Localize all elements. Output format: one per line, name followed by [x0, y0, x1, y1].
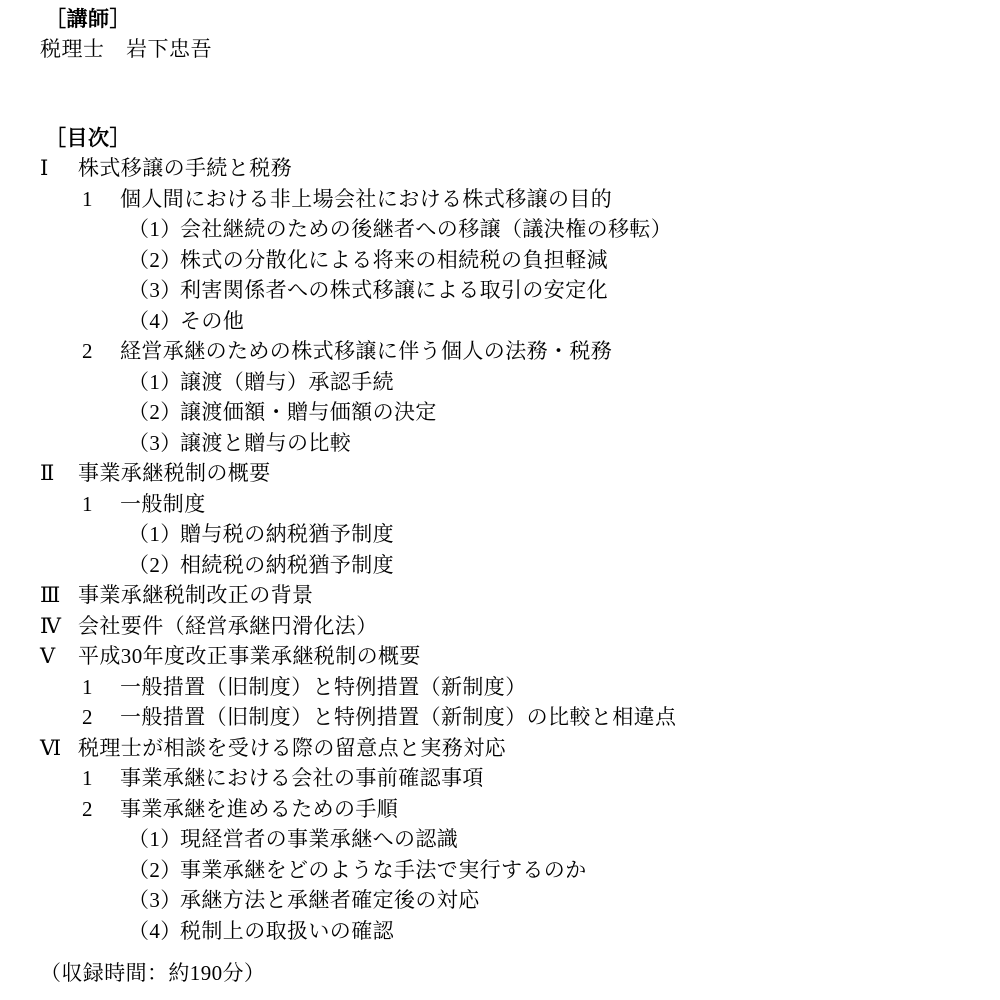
toc-entry-marker: （4） [128, 308, 182, 333]
toc-entry-marker: （2） [128, 400, 182, 424]
toc-entry-label: 譲渡（贈与）承認手続 [180, 369, 394, 394]
toc-entry [40, 245, 960, 276]
toc-entry-label: 現経営者の事業承継への認識 [180, 827, 459, 851]
instructor-name: 税理士 岩下忠吾 [40, 37, 212, 61]
toc-entry-marker: Ⅳ [40, 613, 62, 638]
runtime-note: （収録時間：約190分） [40, 961, 266, 985]
toc-entry-marker: 2 [82, 796, 93, 821]
toc-entry-marker: （3） [128, 430, 182, 455]
toc-entry [40, 428, 960, 459]
toc-entry-label: その他 [180, 308, 245, 333]
toc-entry-marker: （3） [128, 278, 182, 302]
toc-entry-label: 事業承継をどのような手法で実行するのか [180, 857, 587, 882]
toc-entry-label: 会社継続のための後継者への移譲（議決権の移転） [180, 217, 673, 241]
toc-entry-label: 相続税の納税猶予制度 [180, 552, 394, 577]
toc-entry-marker: （1） [128, 217, 182, 241]
toc-entry-label: 承継方法と承継者確定後の対応 [180, 888, 480, 912]
toc-entry [40, 397, 960, 428]
toc-entry-label: 株式の分散化による将来の相続税の負担軽減 [180, 247, 608, 272]
toc-entry-label: 会社要件（経営承継円滑化法） [78, 613, 378, 638]
toc-entry-marker: （2） [128, 857, 182, 882]
toc-entry-label: 事業承継を進めるための手順 [120, 796, 399, 821]
toc-entry-label: 一般措置（旧制度）と特例措置（新制度） [120, 674, 527, 699]
toc-entry-marker: （2） [128, 552, 182, 577]
toc-entry [40, 214, 960, 245]
toc-entry [40, 458, 960, 489]
toc-entry [40, 885, 960, 916]
toc-entry-marker: （4） [128, 918, 182, 943]
toc-entry-marker: Ⅵ [40, 735, 62, 760]
toc-entry [40, 153, 960, 184]
toc-entry-label: 一般制度 [120, 491, 206, 516]
instructor-heading: ［講師］ [45, 7, 131, 31]
toc-entry-label: 税理士が相談を受ける際の留意点と実務対応 [78, 735, 506, 760]
toc-entry [40, 336, 960, 367]
toc-entry-label: 贈与税の納税猶予制度 [180, 522, 394, 546]
toc-entry-label: 譲渡価額・贈与価額の決定 [180, 400, 437, 424]
toc-entry-label: 事業承継税制改正の背景 [78, 583, 314, 607]
toc-entry-marker: Ⅱ [40, 461, 55, 485]
toc-entry-marker: 2 [82, 705, 93, 729]
toc-entry [40, 855, 960, 886]
spacer [40, 65, 960, 123]
toc-entry [40, 702, 960, 733]
toc-entry [40, 519, 960, 550]
toc-entry [40, 763, 960, 794]
toc-entry [40, 824, 960, 855]
toc-entry-label: 個人間における非上場会社における株式移譲の目的 [120, 186, 613, 211]
toc-entry [40, 306, 960, 337]
toc-entry [40, 580, 960, 611]
toc-entry-label: 経営承継のための株式移譲に伴う個人の法務・税務 [120, 339, 613, 363]
table-of-contents [40, 153, 960, 946]
toc-entry [40, 550, 960, 581]
toc-entry [40, 916, 960, 947]
toc-entry [40, 489, 960, 520]
toc-entry [40, 794, 960, 825]
toc-heading: ［目次］ [45, 126, 131, 150]
toc-entry-label: 利害関係者への株式移譲による取引の安定化 [180, 278, 608, 302]
toc-entry-marker: Ⅴ [40, 644, 56, 668]
toc-entry-marker: 2 [82, 339, 93, 363]
toc-entry [40, 184, 960, 215]
toc-entry-label: 譲渡と贈与の比較 [180, 430, 352, 455]
toc-entry [40, 275, 960, 306]
toc-entry-label: 株式移譲の手続と税務 [78, 156, 292, 180]
toc-entry-marker: 1 [82, 674, 93, 699]
toc-entry-marker: （1） [128, 827, 182, 851]
toc-entry [40, 641, 960, 672]
toc-entry [40, 733, 960, 764]
toc-entry-label: 税制上の取扱いの確認 [180, 918, 394, 943]
toc-entry-marker: Ⅲ [40, 583, 61, 607]
toc-entry [40, 672, 960, 703]
toc-entry [40, 611, 960, 642]
toc-entry-label: 平成30年度改正事業承継税制の概要 [78, 644, 421, 668]
toc-entry-marker: 1 [82, 491, 93, 516]
toc-entry-label: 事業承継における会社の事前確認事項 [120, 766, 484, 790]
toc-entry-marker: （1） [128, 369, 182, 394]
toc-entry-marker: 1 [82, 186, 93, 211]
toc-entry-label: 一般措置（旧制度）と特例措置（新制度）の比較と相違点 [120, 705, 677, 729]
toc-entry-marker: （2） [128, 247, 182, 272]
toc-entry-marker: （3） [128, 888, 182, 912]
toc-entry [40, 367, 960, 398]
toc-entry-marker: 1 [82, 766, 93, 790]
toc-entry-marker: （1） [128, 522, 182, 546]
toc-entry-marker: Ⅰ [40, 156, 49, 180]
toc-entry-label: 事業承継税制の概要 [78, 461, 271, 485]
spacer-bottom [40, 946, 960, 958]
